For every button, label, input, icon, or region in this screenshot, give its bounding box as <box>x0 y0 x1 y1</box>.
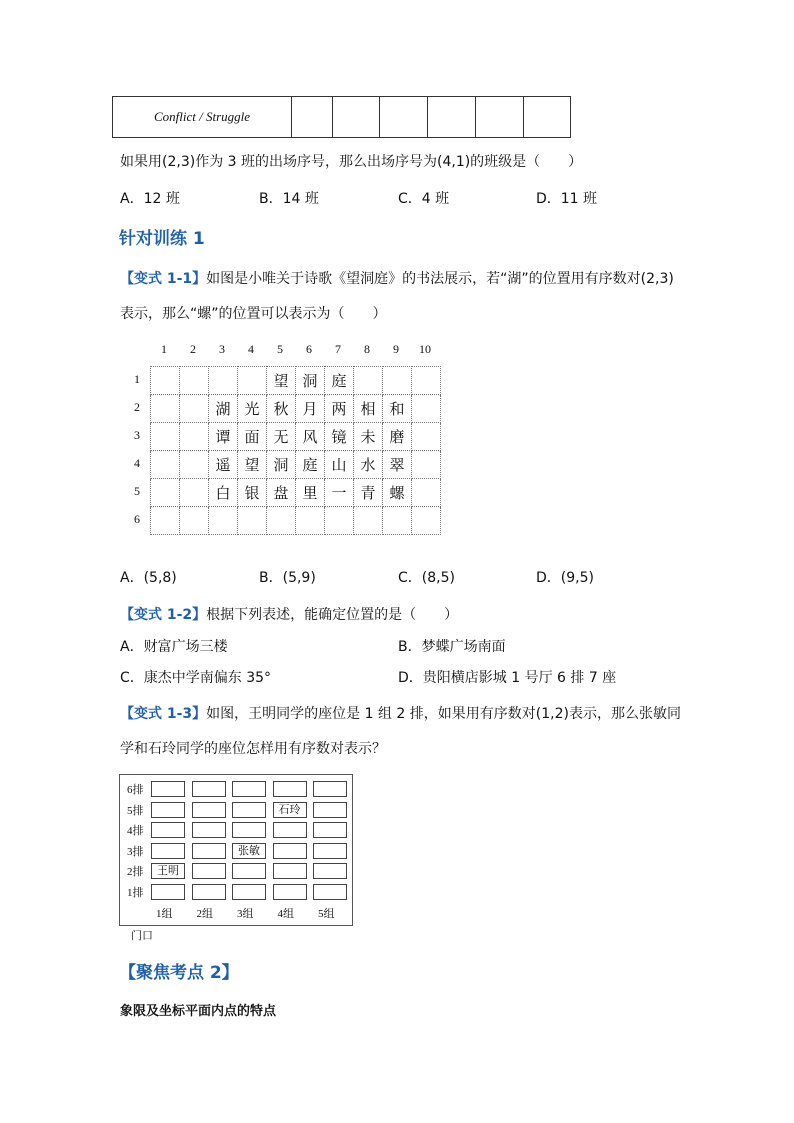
grid-cell <box>354 367 383 395</box>
grid-cell <box>180 367 209 395</box>
option-a[interactable]: A．12 班 <box>120 191 180 207</box>
grid-cell: 螺 <box>383 479 412 507</box>
seat <box>313 884 347 900</box>
seat <box>273 863 307 879</box>
seat <box>273 822 307 838</box>
variant-text: 根据下列表述，能确定位置的是（ ） <box>206 607 459 623</box>
seat <box>151 781 185 797</box>
seat: 石玲 <box>273 802 307 818</box>
seat <box>192 822 226 838</box>
option-d[interactable]: D．(9,5) <box>536 570 594 586</box>
seat: 张敏 <box>232 843 266 859</box>
variant-1-3-line1 <box>120 703 681 723</box>
grid-cell: 望 <box>238 451 267 479</box>
table-cell <box>333 97 380 138</box>
option-c[interactable]: C．4 班 <box>398 191 450 207</box>
seat <box>192 802 226 818</box>
row-number: 6 <box>134 512 140 526</box>
question-intro: 如果用(2,3)作为 3 班的出场序号，那么出场序号为(4,1)的班级是（ ） <box>120 154 583 170</box>
grid-cell: 遥 <box>209 451 238 479</box>
seat-row-label: 1排 <box>127 886 144 899</box>
grid-cell <box>151 479 180 507</box>
grid-cell <box>180 423 209 451</box>
variant-1-3-line2: 学和石玲同学的座位怎样用有序数对表示？ <box>120 741 386 757</box>
seat <box>151 822 185 838</box>
grid-cell: 和 <box>383 395 412 423</box>
grid-cell <box>151 395 180 423</box>
grid-cell <box>180 479 209 507</box>
grid-cell <box>412 395 441 423</box>
grid-cell: 湖 <box>209 395 238 423</box>
seat <box>313 863 347 879</box>
column-number: 3 <box>219 342 225 356</box>
column-number: 5 <box>277 342 283 356</box>
grid-cell <box>151 451 180 479</box>
grid-cell: 庭 <box>325 367 354 395</box>
grid-cell <box>412 367 441 395</box>
grid-cell: 一 <box>325 479 354 507</box>
grid-cell: 无 <box>267 423 296 451</box>
seat <box>232 863 266 879</box>
grid-cell <box>238 507 267 535</box>
column-number: 9 <box>393 342 399 356</box>
grid-cell: 盘 <box>267 479 296 507</box>
variant-tag: 【变式 1-1】 <box>120 271 207 287</box>
option-b[interactable]: B．(5,9) <box>259 570 316 586</box>
grid-cell <box>151 367 180 395</box>
seat <box>273 884 307 900</box>
seat <box>151 843 185 859</box>
grid-cell: 山 <box>325 451 354 479</box>
seat-row-label: 5排 <box>127 804 144 817</box>
top-table-label: Conflict / Struggle <box>113 97 292 138</box>
seat <box>313 822 347 838</box>
grid-cell <box>209 507 238 535</box>
calligraphy-grid <box>150 366 441 535</box>
calligraphy-grid-figure <box>120 342 450 542</box>
table-cell <box>292 97 333 138</box>
option-b[interactable]: B．14 班 <box>259 191 319 207</box>
seat-row-label: 2排 <box>127 866 144 878</box>
grid-cell: 谭 <box>209 423 238 451</box>
grid-cell <box>180 395 209 423</box>
variant-text: 如图是小唯关于诗歌《望洞庭》的书法展示，若“湖”的位置用有序数对(2,3) <box>206 271 674 287</box>
seat <box>313 781 347 797</box>
seat <box>313 802 347 818</box>
grid-cell: 风 <box>296 423 325 451</box>
grid-cell: 青 <box>354 479 383 507</box>
variant-1-2-line <box>120 604 458 624</box>
row-number: 5 <box>134 484 140 498</box>
grid-cell <box>296 507 325 535</box>
grid-cell: 水 <box>354 451 383 479</box>
seat <box>192 863 226 879</box>
grid-cell <box>383 507 412 535</box>
table-cell <box>380 97 428 138</box>
seat <box>313 843 347 859</box>
grid-cell <box>238 367 267 395</box>
seat <box>273 843 307 859</box>
seat-row-label: 6排 <box>127 784 144 796</box>
seat-row-label: 3排 <box>127 845 144 858</box>
group-label: 1组 <box>156 908 173 920</box>
grid-cell <box>151 507 180 535</box>
option-d[interactable]: D．贵阳横店影城 1 号厅 6 排 7 座 <box>398 670 617 686</box>
seat-row-label: 4排 <box>127 825 144 837</box>
top-table <box>112 96 571 138</box>
seat: 王明 <box>151 863 185 879</box>
column-number: 4 <box>248 342 254 356</box>
grid-cell <box>412 507 441 535</box>
seat <box>192 781 226 797</box>
grid-cell: 银 <box>238 479 267 507</box>
variant-1-1-line1 <box>120 268 674 288</box>
seat <box>232 802 266 818</box>
grid-cell: 未 <box>354 423 383 451</box>
grid-cell: 望 <box>267 367 296 395</box>
grid-cell <box>354 507 383 535</box>
seat <box>151 884 185 900</box>
grid-cell <box>412 451 441 479</box>
group-label: 5组 <box>318 908 335 920</box>
grid-cell: 庭 <box>296 451 325 479</box>
seat <box>273 781 307 797</box>
grid-cell <box>180 507 209 535</box>
grid-cell <box>383 367 412 395</box>
option-c[interactable]: C．康杰中学南偏东 35° <box>120 670 272 686</box>
seat <box>192 843 226 859</box>
group-label: 2组 <box>196 908 213 920</box>
grid-cell <box>325 507 354 535</box>
row-number: 2 <box>134 400 140 414</box>
row-number: 1 <box>134 372 140 386</box>
row-number: 4 <box>134 456 140 470</box>
option-d[interactable]: D．11 班 <box>536 191 598 207</box>
seat <box>151 802 185 818</box>
table-cell <box>476 97 524 138</box>
grid-cell: 光 <box>238 395 267 423</box>
grid-cell: 月 <box>296 395 325 423</box>
grid-cell: 磨 <box>383 423 412 451</box>
group-label: 4组 <box>277 908 294 920</box>
grid-cell <box>209 367 238 395</box>
grid-cell <box>267 507 296 535</box>
group-label: 3组 <box>237 908 254 920</box>
row-number: 3 <box>134 428 140 442</box>
grid-cell <box>180 451 209 479</box>
seat <box>232 822 266 838</box>
grid-cell: 翠 <box>383 451 412 479</box>
section-heading-2: 【聚焦考点 2】 <box>119 963 239 983</box>
option-c[interactable]: C．(8,5) <box>398 570 455 586</box>
table-cell <box>428 97 476 138</box>
door-label: 门口 <box>131 930 153 942</box>
option-b[interactable]: B．梦蝶广场南面 <box>398 639 506 655</box>
column-number: 7 <box>335 342 341 356</box>
table-cell <box>524 97 571 138</box>
column-number: 1 <box>161 342 167 356</box>
grid-cell: 秋 <box>267 395 296 423</box>
grid-cell <box>151 423 180 451</box>
column-number: 2 <box>190 342 196 356</box>
grid-cell: 两 <box>325 395 354 423</box>
grid-cell: 洞 <box>296 367 325 395</box>
seat <box>232 781 266 797</box>
grid-cell <box>412 423 441 451</box>
grid-cell <box>412 479 441 507</box>
column-number: 6 <box>306 342 312 356</box>
seating-chart <box>119 774 353 926</box>
section-heading-1: 针对训练 1 <box>119 229 205 249</box>
grid-cell: 洞 <box>267 451 296 479</box>
variant-tag: 【变式 1-2】 <box>120 607 207 623</box>
grid-cell: 白 <box>209 479 238 507</box>
variant-tag: 【变式 1-3】 <box>120 706 207 722</box>
variant-text: 如图，王明同学的座位是 1 组 2 排，如果用有序数对(1,2)表示，那么张敏同 <box>206 706 681 722</box>
grid-cell: 面 <box>238 423 267 451</box>
option-a[interactable]: A．(5,8) <box>120 570 177 586</box>
column-number: 8 <box>364 342 370 356</box>
grid-cell: 相 <box>354 395 383 423</box>
seat <box>232 884 266 900</box>
option-a[interactable]: A．财富广场三楼 <box>120 639 228 655</box>
variant-1-1-line2: 表示，那么“螺”的位置可以表示为（ ） <box>120 306 387 322</box>
section-subheading: 象限及坐标平面内点的特点 <box>120 1004 277 1019</box>
column-number: 10 <box>419 342 431 356</box>
seat <box>192 884 226 900</box>
grid-cell: 镜 <box>325 423 354 451</box>
grid-cell: 里 <box>296 479 325 507</box>
